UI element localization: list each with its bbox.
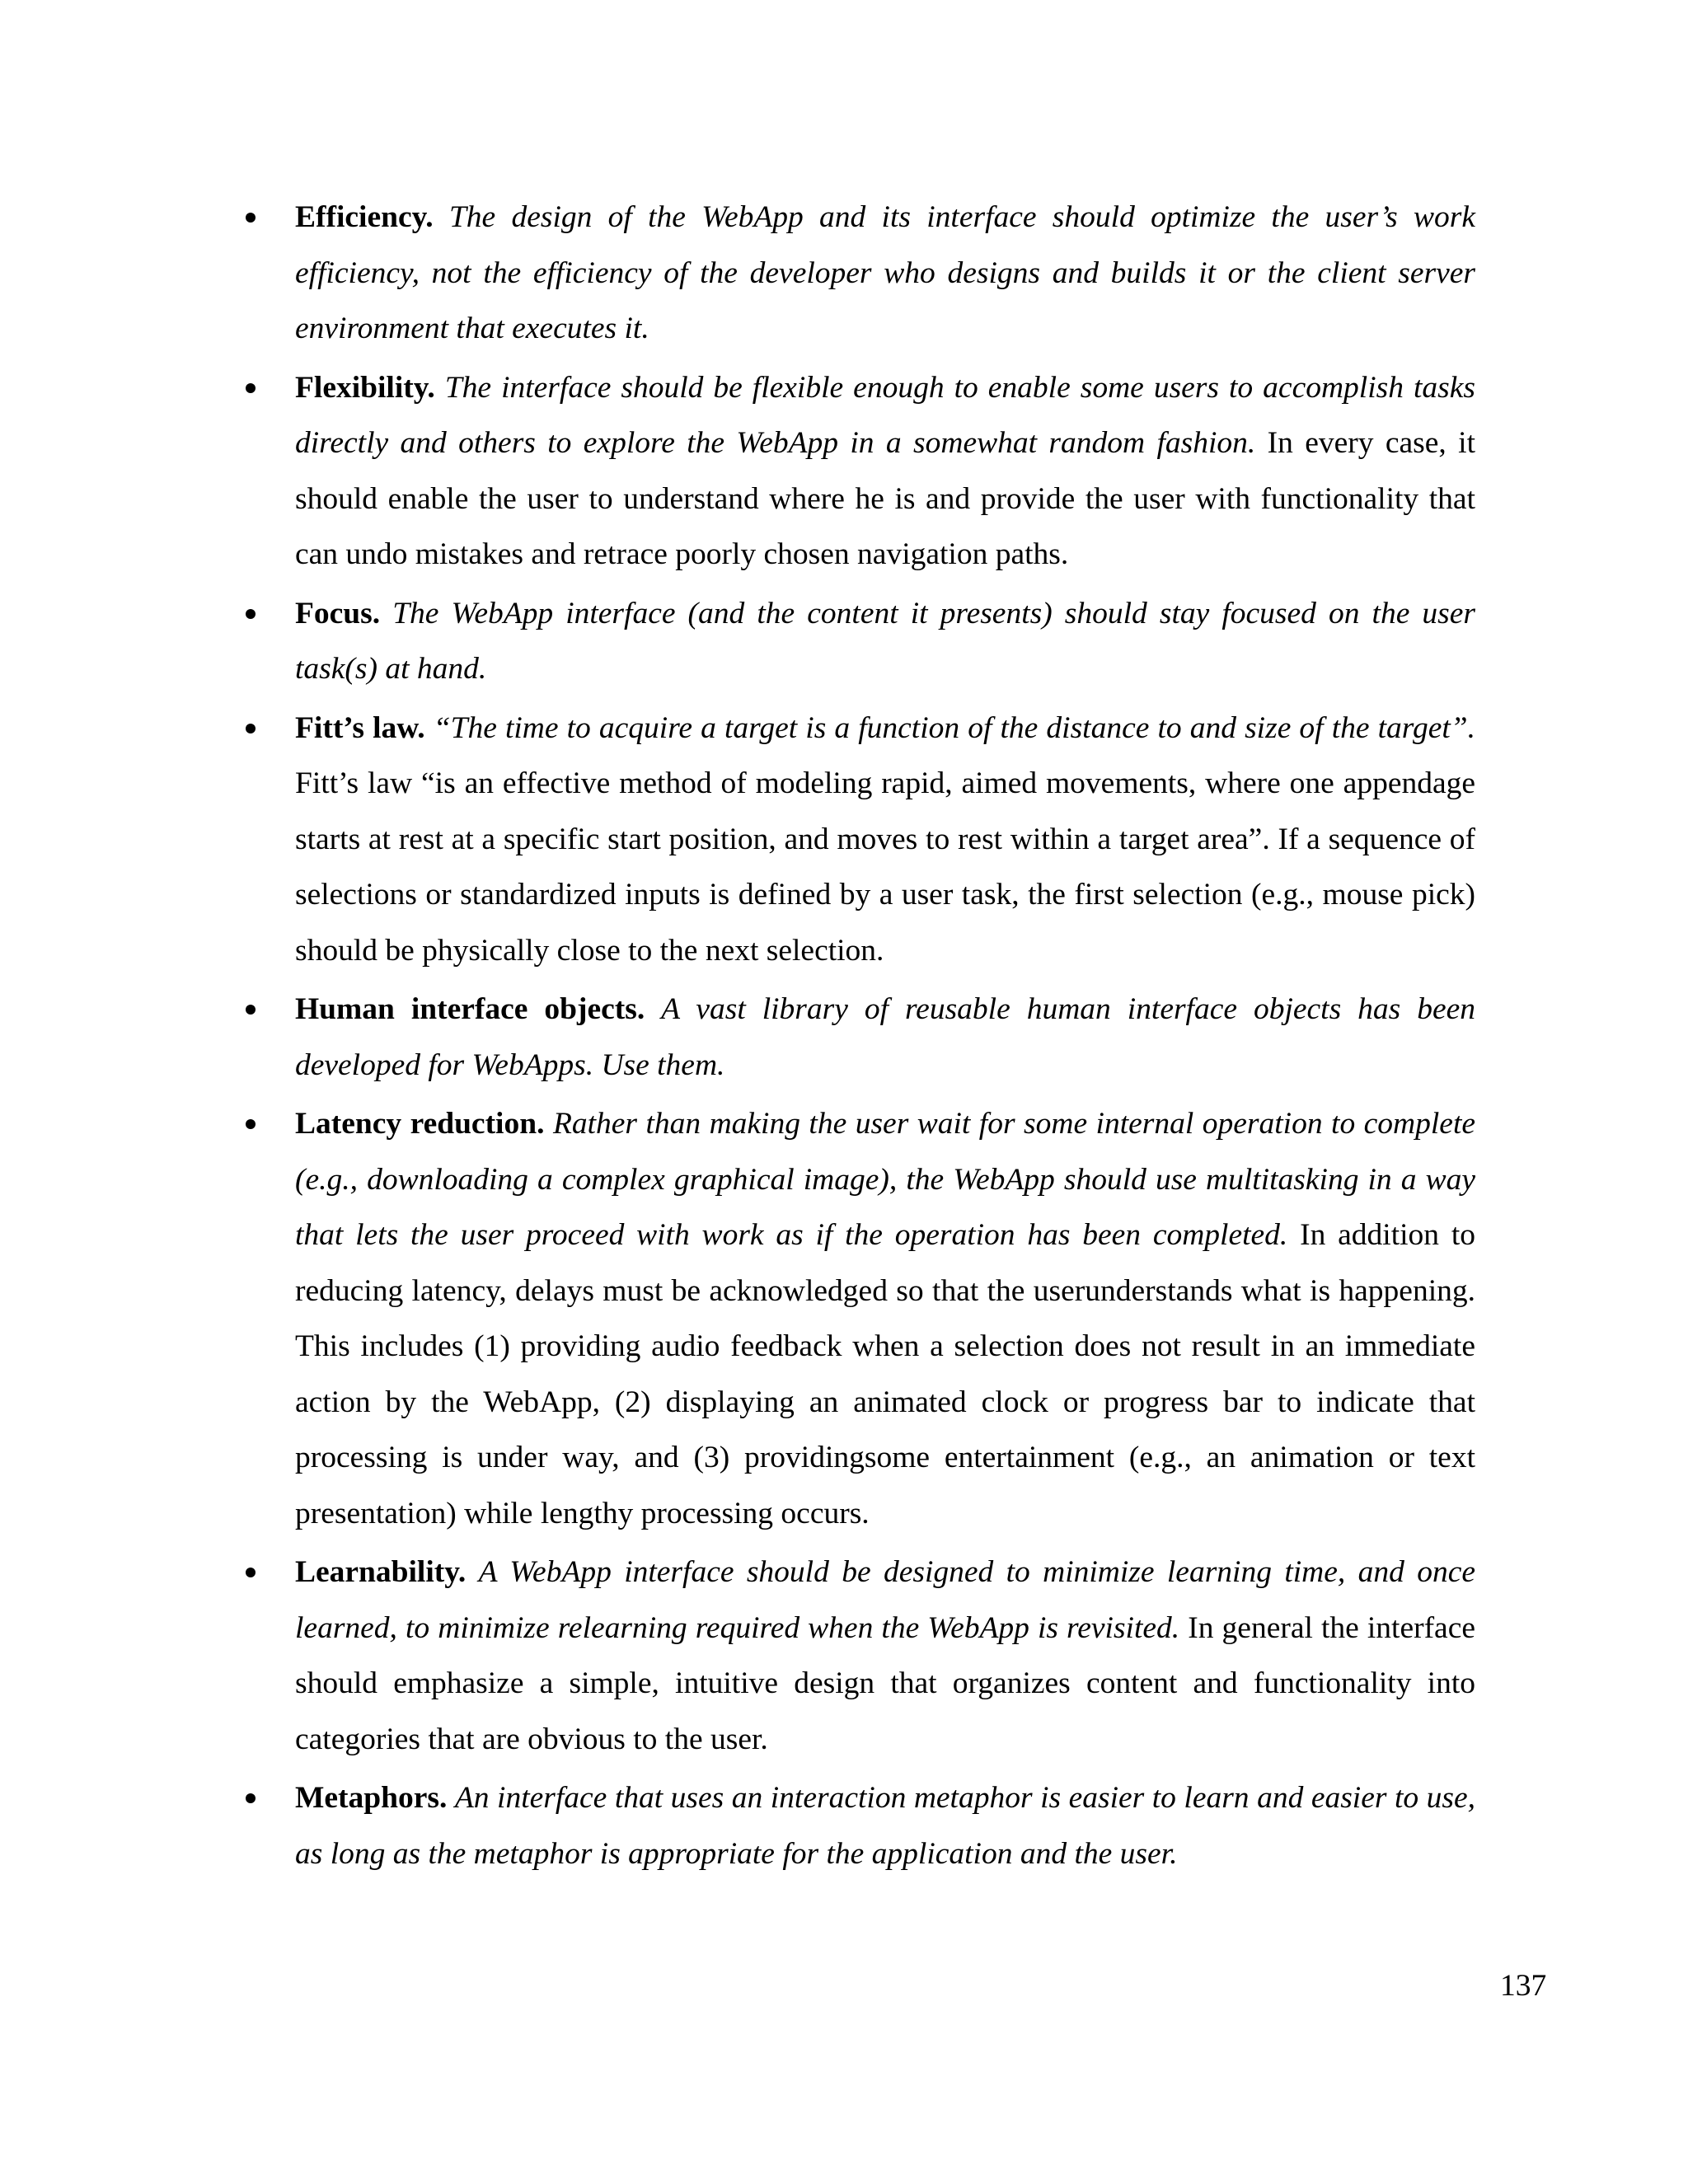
item-italic-text: Rather than making the user wait for some internal operation to complete (e.g., downloading a complex graphical image), the WebApp should use multitasking in a way that lets the user proceed with work as if the operation has been completed. [295,1107,1476,1252]
list-item-flexibility [239,360,1475,583]
item-term: Focus. [295,596,381,630]
list-item-focus [239,586,1475,697]
item-italic-text: The design of the WebApp and its interface should optimize the user’s work efficiency, not the efficiency of the developer who designs and builds it or the client server environment that executes it. [295,200,1476,345]
bullet-icon [246,1568,256,1577]
bullet-icon [246,609,256,619]
item-body-text: In addition to reducing latency, delays must be acknowledged so that the userunderstands what is happening. This includes (1) providing audio feedback when a selection does not result in an immediate action by the WebApp, (2) displaying an animated clock or progress bar to indicate that processing is under way, and (3) providingsome entertainment (e.g., an animation or text presentation) while lengthy processing occurs. [295,1218,1475,1530]
item-italic-text: The WebApp interface (and the content it presents) should stay focused on the user task(s) at hand. [295,596,1476,686]
bullet-icon [246,724,256,733]
item-body-text: In general the interface should emphasize a simple, intuitive design that organizes content and functionality into categories that are obvious to the user. [295,1610,1475,1756]
list-item-fitts-law [239,701,1475,979]
item-italic-text: “The time to acquire a target is a function of the distance to and size of the target”. [433,710,1476,745]
item-body-text: In every case, it should enable the user to understand where he is and provide the user with functionality that can undo mistakes and retrace poorly chosen navigation paths. [295,426,1476,571]
page-number: 137 [1500,1969,1547,2003]
bullet-icon [246,213,256,223]
item-italic-text: A WebApp interface should be designed to minimize learning time, and once learned, to minimize relearning required when the WebApp is revisited. [295,1555,1475,1645]
item-italic-text: An interface that uses an interaction metaphor is easier to learn and easier to use, as long as the metaphor is appropriate for the application and the user. [295,1781,1476,1871]
bullet-icon [246,1005,256,1015]
bullet-icon [246,1119,256,1129]
item-term: Fitt’s law. [295,710,425,745]
item-italic-text: A vast library of reusable human interface objects has been developed for WebApps. Use them. [295,992,1475,1082]
list-item-efficiency [239,190,1475,357]
item-body-text: Fitt’s law “is an effective method of modeling rapid, aimed movements, where one appendage starts at rest at a specific start position, and moves to rest within a target area”. If a sequence of selections or standardized inputs is defined by a user task, the first selection (e.g., mouse pick) should be physically close to the next selection. [295,766,1475,968]
list-item-learnability [239,1544,1475,1767]
bullet-icon [246,1793,256,1803]
item-term: Flexibility. [295,370,435,405]
item-italic-text: The interface should be flexible enough to enable some users to accomplish tasks directly and others to explore the WebApp in a somewhat random fashion. [295,370,1476,460]
item-term: Efficiency. [295,200,434,234]
item-term: Learnability. [295,1555,467,1589]
list-item-latency-reduction [239,1096,1475,1541]
item-term: Metaphors. [295,1781,448,1815]
page-body [239,190,1475,1885]
guideline-list [239,190,1475,1882]
list-item-metaphors [239,1770,1475,1882]
item-term: Human interface objects. [295,992,645,1026]
bullet-icon [246,383,256,393]
list-item-human-interface-objects [239,982,1475,1093]
item-term: Latency reduction. [295,1107,545,1141]
